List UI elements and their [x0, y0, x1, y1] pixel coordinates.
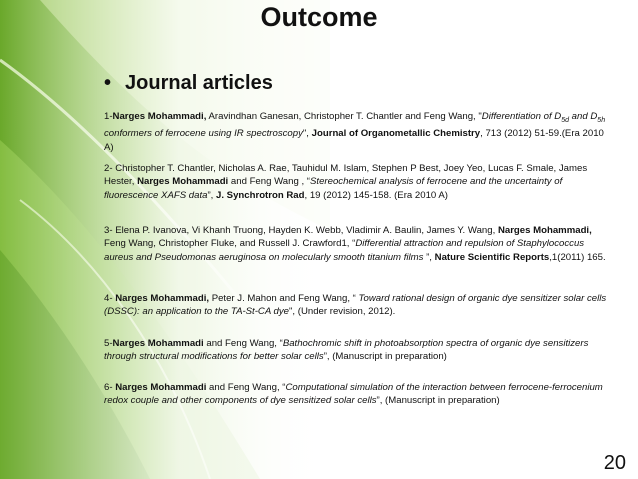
reference-3: 3- Elena P. Ivanova, Vi Khanh Truong, Hayden K. Webb, Vladimir A. Baulin, James Y. Wang, Narges Mohammadi, Feng Wang, Christopher Fluke, and Russell J. Crawford1, “Differential attraction and repulsion of Staphylococcus aureus and Pseudomonas aeruginosa on molecularly smooth titanium films ”, Nature Scientific Reports,1(2011) 165.	[104, 225, 606, 263]
ref-details: ”, (Manuscript in preparation)	[376, 395, 500, 407]
reference-1: 1-Narges Mohammadi, Aravindhan Ganesan, Christopher T. Chantler and Feng Wang, "Differentiation of $D_{5d}$ and $D_{5h}$ conformers of ferrocene using IR spectroscopy", Journal of Organometallic Chemistry, 713 (2012) 51-59.(Era 2010 A)	[104, 111, 606, 153]
ref-authors: Christopher T. Chantler, Nicholas A. Rae, Tauhidul M. Islam, Stephen P Best, Joey Yeo, Lucas F. Smale, James Hester,	[104, 163, 588, 188]
ref-title: Bathochromic shift in photoabsorption spectra of organic dye sensitizers through structural modifications for better solar cells	[104, 338, 589, 363]
bullet-text: Journal articles	[125, 72, 273, 94]
ref-author-highlight: Narges Mohammadi	[137, 176, 229, 188]
ref-details: , 713 (2012) 51-59.(Era 2010 A)	[104, 128, 604, 153]
ref-number: 1-	[104, 111, 113, 122]
ref-number: 4-	[104, 293, 113, 304]
ref-number: 5-	[104, 338, 113, 349]
page-number: 20	[603, 452, 626, 474]
ref-authors: Peter J. Mahon and Feng Wang, “	[209, 293, 359, 304]
ref-details: ", (Under revision, 2012).	[289, 306, 396, 318]
bullet-heading	[104, 72, 273, 95]
ref-journal: Journal of Organometallic Chemistry	[311, 128, 481, 140]
ref-title: Toward rational design of organic dye sensitizer solar cells (DSSC): an application to the TA-St-CA dye	[104, 293, 607, 318]
reference-5	[104, 337, 609, 364]
ref-title: Computational simulation of the interaction between ferrocene-ferrocenium redox couple and other components of dye sensitized solar cells	[104, 382, 603, 407]
ref-author-highlight: Narges Mohammadi,	[112, 111, 207, 122]
ref-author-highlight: Narges Mohammadi	[112, 338, 204, 349]
ref-number: 6-	[104, 382, 113, 393]
ref-author-highlight: Narges Mohammadi,	[497, 225, 592, 236]
ref-author-highlight: Narges Mohammadi,	[112, 293, 210, 304]
ref-journal: Nature Scientific Reports	[434, 251, 550, 263]
ref-details: , 19 (2012) 145-158. (Era 2010 A)	[304, 189, 448, 201]
ref-title: Differentiation of $D_{5d}$ and $D_{5h}$ conformers of ferrocene using IR spectroscopy	[104, 111, 606, 140]
reference-6	[104, 381, 609, 408]
ref-number: 3-	[104, 225, 113, 236]
ref-number: 2-	[104, 163, 113, 174]
ref-details: ,1(2011) 165.	[549, 251, 606, 263]
reference-4	[104, 292, 609, 319]
reference-2: 2- Christopher T. Chantler, Nicholas A. Rae, Tauhidul M. Islam, Stephen P Best, Joey Yeo, Lucas F. Smale, James Hester, Narges Mohammadi and Feng Wang , “Stereochemical analysis of ferrocene and the uncertainty of fluorescence XAFS data”, J. Synchrotron Rad, 19 (2012) 145-158. (Era 2010 A)	[104, 163, 588, 201]
ref-details: ”, (Manuscript in preparation)	[323, 351, 447, 363]
ref-author-highlight: Narges Mohammadi	[112, 382, 207, 393]
bullet-dot: •	[104, 72, 112, 94]
ref-title: Stereochemical analysis of ferrocene and the uncertainty of fluorescence XAFS data	[104, 176, 563, 201]
ref-authors: and Feng Wang, “	[206, 382, 286, 393]
ref-title: Differential attraction and repulsion of Staphylococcus aureus and Pseudomonas aeruginosa on molecularly smooth titanium films	[104, 238, 585, 263]
ref-authors: Aravindhan Ganesan, Christopher T. Chantler and Feng Wang, "	[206, 111, 482, 122]
slide-title: Outcome	[260, 2, 378, 32]
ref-journal: J. Synchrotron Rad	[216, 189, 305, 201]
ref-authors: and Feng Wang, “	[203, 338, 283, 349]
ref-authors: Elena P. Ivanova, Vi Khanh Truong, Hayden K. Webb, Vladimir A. Baulin, James Y. Wang,	[112, 225, 498, 236]
